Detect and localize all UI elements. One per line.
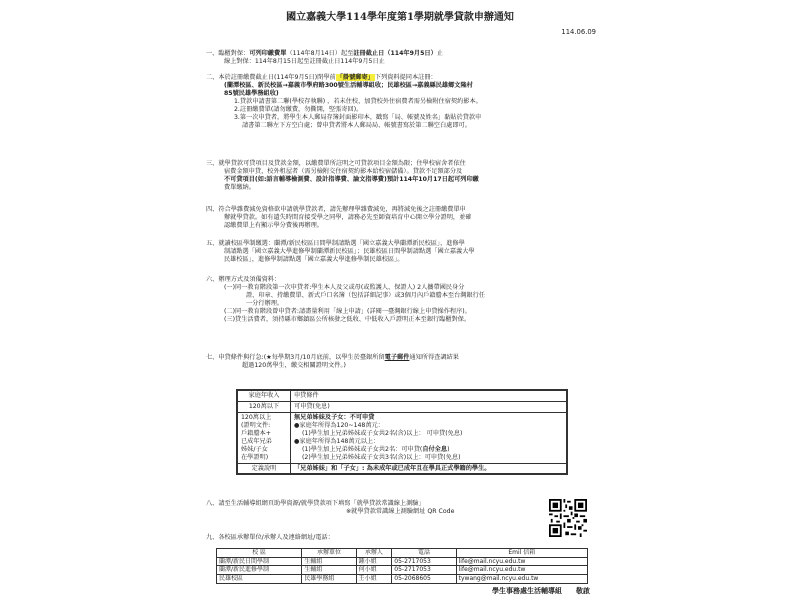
cond-right-line: (1)學生加上兄弟姊妹或子女共2名：可申貸( [302,445,423,453]
conditions-row2-terms [291,412,567,463]
s8-l1: 八、請至生活輔導組網頁助學資源/就學貸款項下填寫「就學貸款常識線上測驗」 [206,500,425,507]
s1-line2: 線上對保：114年8月15日起至註冊截止日114年9月5日止 [224,57,385,65]
contact-email[interactable]: tywang@mail.ncyu.edu.tw [456,575,587,584]
document-page [200,12,600,594]
s6-l4: (二)同一教育階段曾申貸者:請盡量利用「線上申請」(詳閱一臺灣銀行線上申貸操作程序)。 [224,307,471,315]
cond-right-line: (2)學生加上兄弟姊妹或子女共3名(含)以上：可申貸(免息) [302,453,461,461]
contact-person: 王小姐 [356,575,392,584]
s5-l2: 制請點選「國立嘉義大學進修學制蘭潭新民校區」；民雄校區日間學制請點選「國立嘉義大學 [224,247,475,255]
contact-person: 鍾小姐 [356,557,392,566]
section-5 [206,240,596,264]
s8-l2: ※就學貸款常識線上測驗網址 QR Code [346,507,455,515]
cond-left-line: 戶籍謄本+ [241,429,271,437]
s3-l3: 不可貸項目(如:語言輔導檢測費、設計指導費、論文指導費)預計114年10月17日起可列印繳 [224,175,479,183]
s7-end: 通知所得查調結果 [409,354,459,361]
footer-org: 學生事務處生活輔導組 [492,587,562,595]
s6-l2: 證、印章、持繳費單、新式戶口名簿（包括詳細記事）或3個月內戶籍謄本至台灣銀行任 [246,291,486,299]
conditions-table [236,389,568,475]
s3-l1: 三、就學貸款可貸項目及貸款金額，以繳費單所註明之可貸款項目金額為限；住學校宿舍者依住 [206,160,466,167]
cond-right-line: 無兄弟姊妹及子女：不可申貸 [294,413,375,421]
contact-unit: 生輔組 [302,566,356,575]
cond-self-pay: 自付全息 [422,445,448,453]
s4-l3: 認繳費單上有顯示學分費後再辦理。 [224,221,323,229]
s1-end: 止 [436,50,443,57]
conditions-row2-income [238,412,291,463]
cond-left-line: 在學證明) [241,453,269,461]
cond-left-line: 120萬以上 [241,413,272,421]
contacts-table [216,548,588,584]
contacts-header: 承辦人 [356,549,392,558]
table-row [238,391,567,402]
footer-signature [492,587,590,596]
table-row [238,463,567,474]
table-header-row [217,549,588,558]
document-title: 國立嘉義大學114學年度第1學期就學貸款申辦通知 [286,12,514,23]
table-row [238,401,567,412]
contact-phone: 05-2717053 [392,566,456,575]
s6-l3: 一分行辦理。 [246,299,284,307]
contact-email[interactable]: life@mail.ncyu.edu.tw [456,566,587,575]
s2-item2: 2.註冊繳費單(請勿繳費，勿撕開，堅張寄回)。 [234,105,363,113]
s2-line3: 85號民雄學務組收) [224,89,279,97]
s7-prefix: 七、申貸條件與行急:(★每學期3月/10月底前，以學生於臺銀所留 [206,354,385,361]
contact-phone: 05-2068605 [392,575,456,584]
cond-right-line: (1)學生加上兄弟姊妹或子女共2名(含)以上： 可申貸(免息) [302,429,463,437]
contacts-header: Emil 信箱 [456,549,587,558]
conditions-header-terms: 申貸條件 [291,391,567,402]
s5-l1: 五、就讀校區學制繳選：蘭潭/新民校區日間學制請點選「國立嘉義大學蘭潭新民校區」，進修學 [206,240,465,247]
s5-l3: 民雄校區」，進修學制請點選「國立嘉義大學進修學制民雄校區」。 [224,255,404,263]
footer-closing: 敬啟 [576,587,590,595]
document-date: 114.06.09 [561,28,596,36]
contact-campus: 民雄校區 [217,575,302,584]
cond-left-line: (證明文件: [241,421,271,429]
s6-l0: 六、辦理方式及須備資料： [206,276,281,283]
conditions-def-label: 定義說明 [238,463,291,474]
s2-item3b: 請書第二聯左下方空白處；曾申貸者將本人郵局局、帳號書寫於第二聯空白處即可。 [242,121,471,129]
contact-campus: 蘭潭/新民日間學制 [217,557,302,566]
section-3 [206,160,596,192]
section-9 [206,534,596,542]
table-row [217,557,588,566]
conditions-row1-terms: 可申貸(免息) [291,401,567,412]
contact-unit: 生輔組 [302,557,356,566]
contact-person: 何小姐 [356,566,392,575]
s1-mid: （114年8月14日）起至 [286,50,354,57]
contact-phone: 05-2717053 [392,557,456,566]
section-1 [206,50,596,66]
s3-l4: 費單繳納。 [224,183,255,191]
conditions-row1-income: 120萬以下 [238,401,291,412]
contact-unit: 民雄學務組 [302,575,356,584]
s2-end: 下列資料提同本註冊： [374,74,437,81]
contact-campus: 蘭潭/新民進修學制 [217,566,302,575]
s4-l2: 辦就學貸款。如有遺失時間育接受學之同學，請務必先至師資培育中心開立學分證明，並確 [224,213,472,221]
s6-l1: (一)同一教育階段第一次申貸者:學生本人及父或母(或監護人、保證人) 2人攜帶國民身分 [224,283,465,291]
s2-line2: (蘭潭校區、新民校區→嘉義市學府路300號生活輔導組收；民雄校區→嘉義縣民雄鄉文隆村 [224,81,473,89]
contact-email[interactable]: life@mail.ncyu.edu.tw [456,557,587,566]
table-row [217,566,588,575]
s9-l1: 九、各校區承辦單位/承辦人及連絡網址/電話： [206,534,334,541]
s2-prefix: 二、本於註冊繳費截止日(114年9月5日)閉學前 [206,74,336,81]
section-6 [206,276,596,324]
section-8 [206,500,596,516]
cond-right-line: ●家庭年所得為120~148萬元： [294,421,384,429]
s3-l2: 宿費金額申貸，校外租屋者（需另檢附交住宿契約影本給校宿儲備）。貸款不足額部分及 [224,167,463,175]
contacts-header: 承辦單位 [302,549,356,558]
s4-l1: 四、符合學雜費減免資格欲申請就學貸款者，請先辦理學雜費減免，再將減免後之註冊繳費單申 [206,206,466,213]
table-row [238,412,567,463]
qr-code-icon[interactable] [549,499,587,537]
table-row [217,575,588,584]
section-2 [206,74,596,130]
s2-item3a: 3.第一次申貸者，將學生本人郵局存簿封面影印本，戳寫「局、帳號及姓名」黏貼於貸款申 [234,113,482,121]
cond-right-line: ●家庭年所得為148萬元以上： [294,437,380,445]
section-4 [206,206,596,230]
cond-left-line: 姊妹/子女 [241,445,268,453]
contacts-header: 電話 [392,549,456,558]
section-7 [206,354,596,370]
s1-bold2: 註冊截止日（114年9月5日） [353,50,437,57]
contacts-header: 校 區 [217,549,302,558]
s2-item1: 1.貸款申請書第二聯(學校存執聯) ，若未住校，加貸校外住宿費者需另檢附住宿契約影本。 [234,97,482,105]
conditions-def-text: 「兄弟姊妹」和「子女」: 為未成年或已成年且在學具正式學籍的學生。 [291,463,567,474]
s2-highlight: 「掛號郵寄」 [336,74,374,81]
s7-email-link: 電子郵件 [384,354,410,361]
cond-close-paren: ) [447,445,450,453]
s1-prefix: 一、臨櫃對保： [206,50,250,57]
s6-l5: (三)貸生活費者，須持縣市鄉鎮區公所核發之低收、中低收入戶證明正本至銀行臨櫃對保。 [224,315,471,323]
cond-left-line: 已成年兄弟 [241,437,272,445]
conditions-header-income: 家庭年收入 [238,391,291,402]
s7-l2: 超過120萬學生，繳交相關證明文件。) [242,361,346,369]
s1-bold1: 可列印繳費單 [249,50,287,57]
